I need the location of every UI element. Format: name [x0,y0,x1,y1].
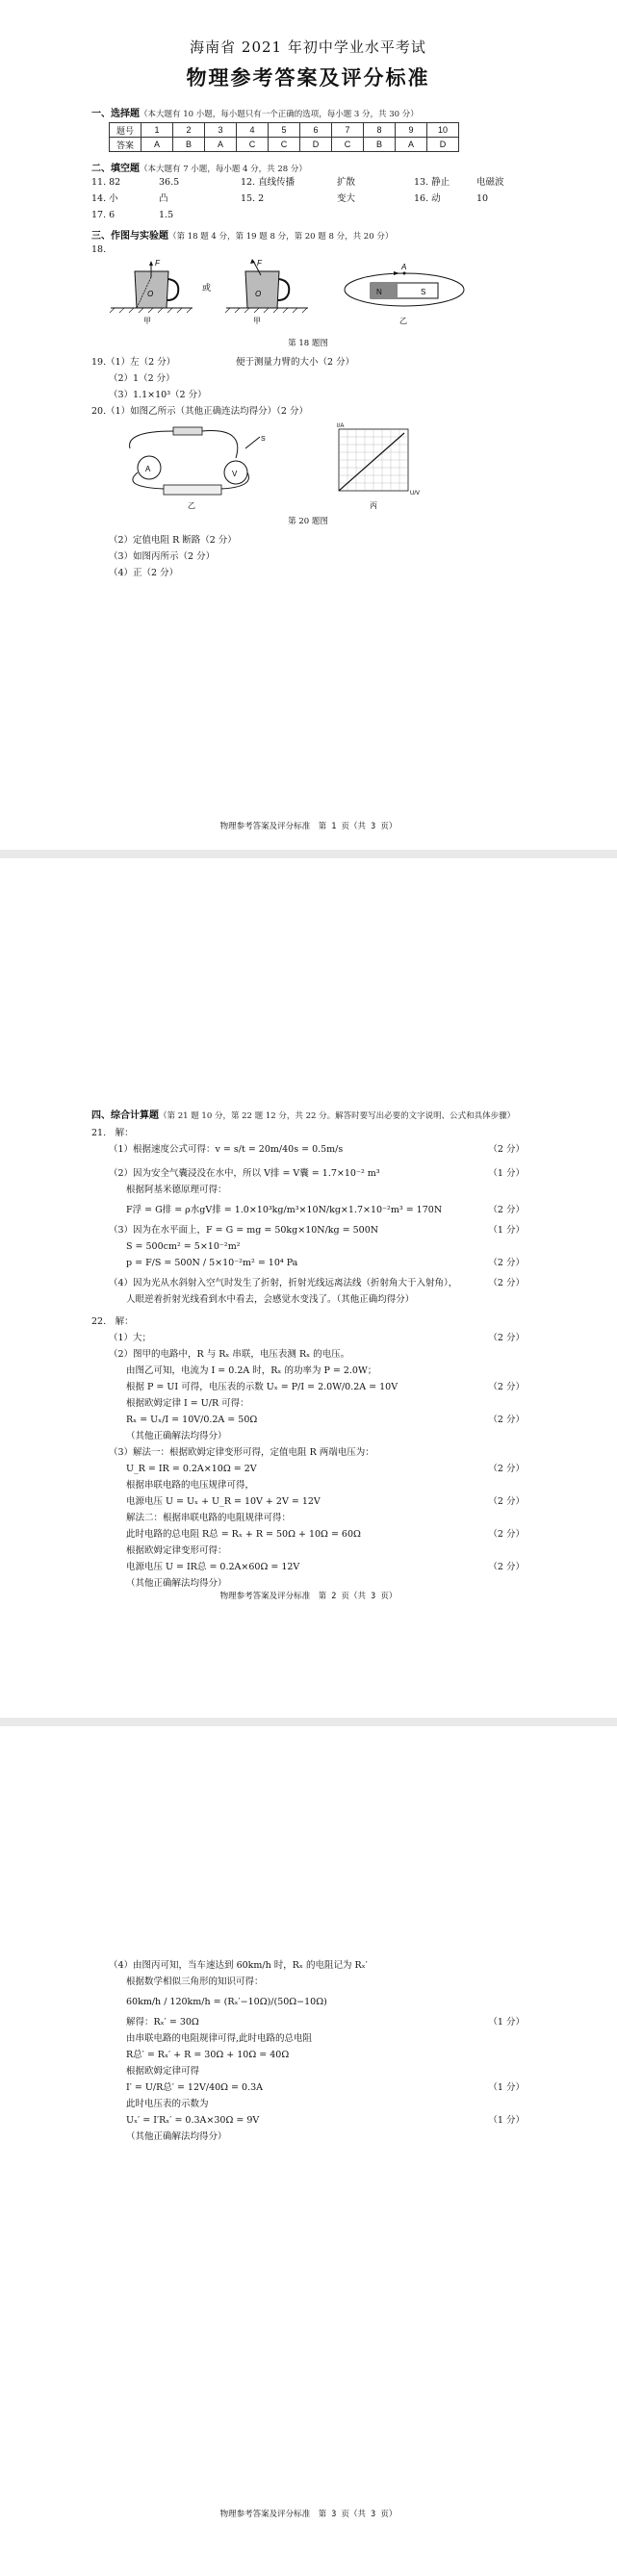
iu-graph [337,423,420,510]
section-calc-heading: 四、综合计算题（第 21 题 10 分，第 22 题 12 分，共 22 分。解答时要写出必要的文字说明、公式和具体步骤） [91,1110,516,1121]
answer-22-2: （2）图甲的电路中，R 与 Rₓ 串联，电压表测 Rₓ 的电压。 [109,1349,350,1360]
answer-21-3: （3）因为在水平面上，F = G = mg = 50kg×10N/kg = 500N （1 分） [109,1225,525,1236]
answer-table [109,122,459,152]
answer-20-1: 20.（1）如图乙所示（其他正确连法均得分）（2 分） [91,406,308,417]
answer-22-3-e: 解法二：根据串联电路的电阻规律可得： [126,1513,292,1523]
answer-22-4-j: Uₓ′ = I′Rₓ′ = 0.3A×30Ω = 9V （1 分） [126,2115,525,2126]
answer-22-3-f: 此时电路的总电阻 R总 = Rₓ + R = 50Ω + 10Ω = 60Ω （2 分） [126,1529,525,1540]
page-1 [0,0,617,850]
answer-21-3-b: S = 500cm² = 5×10⁻²m² [126,1241,241,1252]
svg-text:A: A [401,263,407,271]
svg-text:F: F [257,259,262,268]
section-fill-heading: 二、填空题（本大题有 7 小题，每小题 4 分，共 28 分） [91,164,307,174]
svg-text:乙: 乙 [188,501,195,510]
svg-text:S: S [261,436,266,443]
answer-21-4-b: 人眼逆着折射光线看到水中看去，会感觉水变浅了。（其他正确均得分） [126,1294,415,1305]
answer-22-3-h: 电源电压 U = IR总 = 0.2A×60Ω = 12V （2 分） [126,1562,525,1572]
page-3-footer: 物理参考答案及评分标准 第 3 页（共 3 页） [219,2510,398,2519]
answer-22-2-d: 根据欧姆定律 I = U/R 可得： [126,1398,249,1409]
svg-text:乙: 乙 [399,317,407,325]
magnet-diagram [345,263,464,325]
svg-text:U/V: U/V [410,491,421,497]
section-choice-heading: 一、选择题（本大题有 10 小题，每小题只有一个正确的选项，每小题 3 分，共 30 分） [91,109,419,119]
svg-text:或: 或 [202,283,212,293]
fill-row-1: 11. 82 36.5 12. 直线传播 扩散 13. 静止 电磁波 [91,177,504,188]
question-22-label: 22. 解： [91,1316,134,1327]
answer-22-3: （3）解法一：根据欧姆定律变形可得，定值电阻 R 两端电压为： [109,1447,374,1458]
svg-text:丙: 丙 [370,501,377,510]
page-3 [0,1726,617,2576]
page-1-footer: 物理参考答案及评分标准 第 1 页（共 3 页） [219,822,398,831]
cup-diagram-2 [225,259,308,325]
svg-text:V: V [232,470,238,478]
answer-22-2-b: 由图乙可知，电流为 I = 0.2A 时，Rₓ 的功率为 P = 2.0W； [126,1365,377,1376]
svg-text:I/A: I/A [337,423,345,429]
answer-22-4-e: 由串联电路的电阻规律可得,此时电路的总电阻 [126,2033,313,2044]
exam-subtitle: 物理参考答案及评分标准 [186,66,430,89]
answer-22-4-i: 此时电压表的示数为 [126,2099,209,2109]
answer-20-4: （4）正（2 分） [109,568,179,578]
figure-20 [91,420,525,511]
section-experiment-heading: 三、作图与实验题（第 18 题 4 分，第 19 题 8 分，第 20 题 8 分，共 20 分） [91,231,394,242]
svg-text:F: F [155,259,160,268]
answer-22-4-d: 解得：Rₓ′ = 30Ω （1 分） [126,2017,525,2028]
answer-21-2-b: 根据阿基米德原理可得： [126,1185,227,1195]
svg-text:甲: 甲 [253,317,261,325]
svg-text:甲: 甲 [143,317,151,325]
page-2-footer: 物理参考答案及评分标准 第 2 页（共 3 页） [219,1592,398,1601]
answer-22-3-d: 电源电压 U = Uₓ + U_R = 10V + 2V = 12V （2 分） [126,1496,525,1507]
answer-22-4-h: I′ = U/R总′ = 12V/40Ω = 0.3A （1 分） [126,2082,525,2093]
svg-text:O: O [147,290,154,298]
table-row: 答案 A B A C C D C B A D [110,138,459,152]
svg-text:O: O [255,290,262,298]
answer-22-3-c: 根据串联电路的电压规律可得， [126,1480,255,1491]
answer-21-4: （4）因为光从水斜射入空气时发生了折射，折射光线远离法线（折射角大于入射角）， （2 分） [109,1278,525,1288]
cup-diagram-1 [110,259,193,325]
exam-title: 海南省 2021 年初中学业水平考试 [190,38,426,56]
page-1-body [91,37,525,581]
answer-22-4: （4）由图丙可知，当车速达到 60km/h 时，Rₓ 的电阻记为 Rₓ′ [109,1960,368,1971]
answer-22-3-g: 根据欧姆定律变形可得： [126,1545,227,1556]
answer-19-1: 19.（1）左（2 分） 便于测量力臂的大小（2 分） [91,357,355,368]
answer-22-4-g: 根据欧姆定律可得 [126,2066,200,2077]
answer-19-2: （2）1（2 分） [109,373,175,384]
page-2-body [91,1099,525,1592]
svg-text:A: A [145,465,151,473]
answer-22-4-f: R总′ = Rₓ′ + R = 30Ω + 10Ω = 40Ω [126,2050,290,2060]
answer-22-4-k: （其他正确解法均得分） [126,2131,227,2142]
circuit-diagram [130,427,266,510]
figure-18 [91,258,525,333]
fill-row-3: 17. 6 1.5 [91,210,174,220]
answer-22-4-b: 根据数学相似三角形的知识可得： [126,1977,264,1987]
svg-text:N: N [376,288,382,296]
page-2 [0,858,617,1718]
answer-21-3-c: p = F/S = 500N / 5×10⁻²m² = 10⁴ Pa （2 分） [126,1258,525,1268]
answer-22-2-e: Rₓ = Uₓ/I = 10V/0.2A = 50Ω （2 分） [126,1415,525,1425]
answer-20-3: （3）如图丙所示（2 分） [109,551,216,562]
figure-20-caption: 第 20 题图 [288,517,328,526]
answer-22-2-f: （其他正确解法均得分） [126,1431,227,1441]
fill-row-2: 14. 小 凸 15. 2 变大 16. 动 10 [91,193,489,204]
answer-22-1: （1）大； （2 分） [109,1333,525,1343]
svg-text:S: S [421,288,426,296]
answer-22-4-c: 60km/h / 120km/h = (Rₓ′−10Ω)/(50Ω−10Ω) [126,1997,327,2007]
question-18-label: 18. [91,244,107,255]
answer-22-2-c: 根据 P = UI 可得，电压表的示数 Uₓ = P/I = 2.0W/0.2A = 10V （2 分） [126,1382,525,1392]
table-row: 题号 1 2 3 4 5 6 7 8 9 10 [110,123,459,138]
page-3-body [91,1957,525,2145]
answer-22-3-i: （其他正确解法均得分） [126,1578,227,1589]
question-21-label: 21. 解： [91,1128,134,1138]
answer-21-1: （1）根据速度公式可得：v = s/t = 20m/40s = 0.5m/s （2 分） [109,1144,525,1155]
answer-20-2: （2）定值电阻 R 断路（2 分） [109,535,237,546]
answer-21-2: （2）因为安全气囊浸没在水中，所以 V排 = V囊 = 1.7×10⁻² m³ （1 分） [109,1168,525,1179]
answer-19-3: （3）1.1×10³（2 分） [109,390,207,400]
figure-18-caption: 第 18 题图 [288,339,328,348]
answer-22-3-b: U_R = IR = 0.2A×10Ω = 2V （2 分） [126,1464,525,1474]
answer-21-2-c: F浮 = G排 = ρ水gV排 = 1.0×10³kg/m³×10N/kg×1.7×10⁻²m³ = 170N （2 分） [126,1205,525,1215]
